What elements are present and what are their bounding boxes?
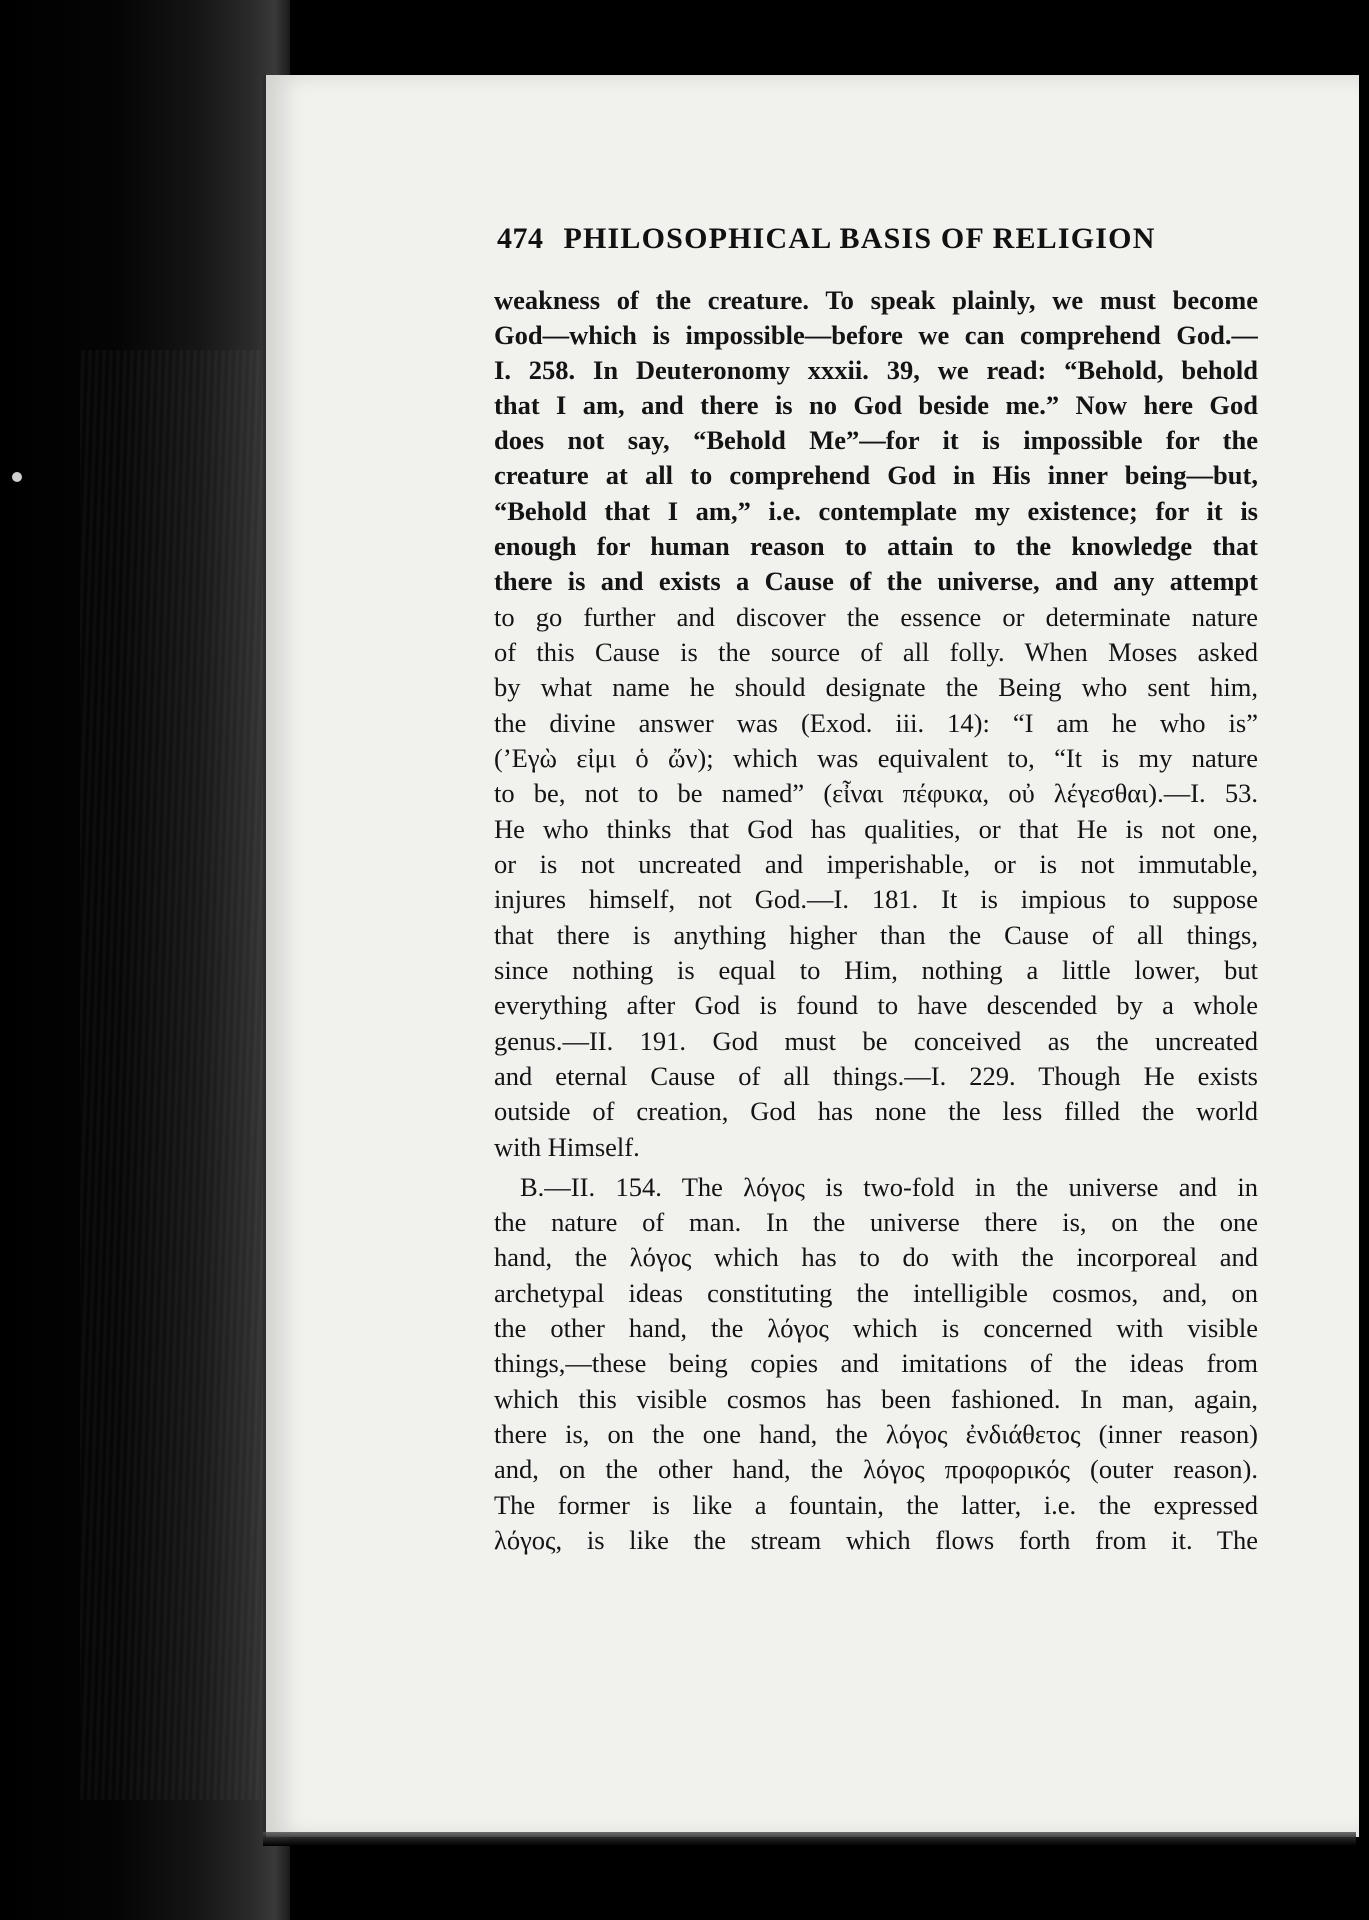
spine-texture [80, 350, 280, 1800]
text-line: everything after God is found to have descended by a whole [494, 990, 1258, 1020]
text-line: The former is like a fountain, the latter, i.e. the expressed [494, 1490, 1258, 1520]
text-line: and eternal Cause of all things.—I. 229. Though He exists [494, 1061, 1258, 1091]
text-line: archetypal ideas constituting the intelligible cosmos, and, on [494, 1278, 1258, 1308]
text-line: the other hand, the λόγος which is concerned with visible [494, 1313, 1258, 1343]
text-line: God—which is impossible—before we can comprehend God.— [494, 320, 1258, 350]
text-line: He who thinks that God has qualities, or that He is not one, [494, 814, 1258, 844]
text-line: outside of creation, God has none the less filled the world [494, 1096, 1258, 1126]
text-line: injures himself, not God.—I. 181. It is impious to suppose [494, 884, 1258, 914]
running-title: PHILOSOPHICAL BASIS OF RELIGION [563, 222, 1156, 255]
text-line: there is and exists a Cause of the universe, and any attempt [494, 566, 1258, 596]
text-line: the nature of man. In the universe there is, on the one [494, 1207, 1258, 1237]
text-line: with Himself. [494, 1132, 640, 1162]
text-line: things,—these being copies and imitations of the ideas from [494, 1348, 1258, 1378]
text-line: B.—II. 154. The λόγος is two-fold in the universe and in [520, 1172, 1258, 1202]
text-line: the divine answer was (Exod. iii. 14): “I am he who is” [494, 708, 1258, 738]
text-line: creature at all to comprehend God in His inner being—but, [494, 460, 1258, 490]
text-line: or is not uncreated and imperishable, or is not immutable, [494, 849, 1258, 879]
text-line: “Behold that I am,” i.e. contemplate my existence; for it is [494, 496, 1258, 526]
running-header [497, 222, 1156, 256]
text-line: λόγος, is like the stream which flows forth from it. The [494, 1525, 1258, 1555]
book-spine [0, 0, 290, 1920]
text-line: that there is anything higher than the Cause of all things, [494, 920, 1258, 950]
text-line: which this visible cosmos has been fashioned. In man, again, [494, 1384, 1258, 1414]
text-line: to be, not to be named” (εἶναι πέφυκα, οὐ λέγεσθαι).—I. 53. [494, 778, 1258, 808]
page-bottom-edge [263, 1832, 1356, 1846]
text-line: weakness of the creature. To speak plainly, we must become [494, 285, 1258, 315]
text-line: by what name he should designate the Being who sent him, [494, 672, 1258, 702]
text-line: since nothing is equal to Him, nothing a little lower, but [494, 955, 1258, 985]
text-line: does not say, “Behold Me”—for it is impossible for the [494, 425, 1258, 455]
text-line: I. 258. In Deuteronomy xxxii. 39, we read: “Behold, behold [494, 355, 1258, 385]
text-line: that I am, and there is no God beside me.” Now here God [494, 390, 1258, 420]
text-line: and, on the other hand, the λόγος προφορικός (outer reason). [494, 1454, 1258, 1484]
text-line: (’Εγὼ εἰμι ὁ ὤν); which was equivalent to, “It is my nature [494, 743, 1258, 773]
text-line: hand, the λόγος which has to do with the incorporeal and [494, 1242, 1258, 1272]
text-line: to go further and discover the essence or determinate nature [494, 602, 1258, 632]
page-number: 474 [497, 222, 544, 255]
text-line: there is, on the one hand, the λόγος ἐνδιάθετος (inner reason) [494, 1419, 1258, 1449]
text-line: genus.—II. 191. God must be conceived as the uncreated [494, 1026, 1258, 1056]
text-line: enough for human reason to attain to the knowledge that [494, 531, 1258, 561]
scan-speck [12, 472, 22, 482]
text-line: of this Cause is the source of all folly. When Moses asked [494, 637, 1258, 667]
